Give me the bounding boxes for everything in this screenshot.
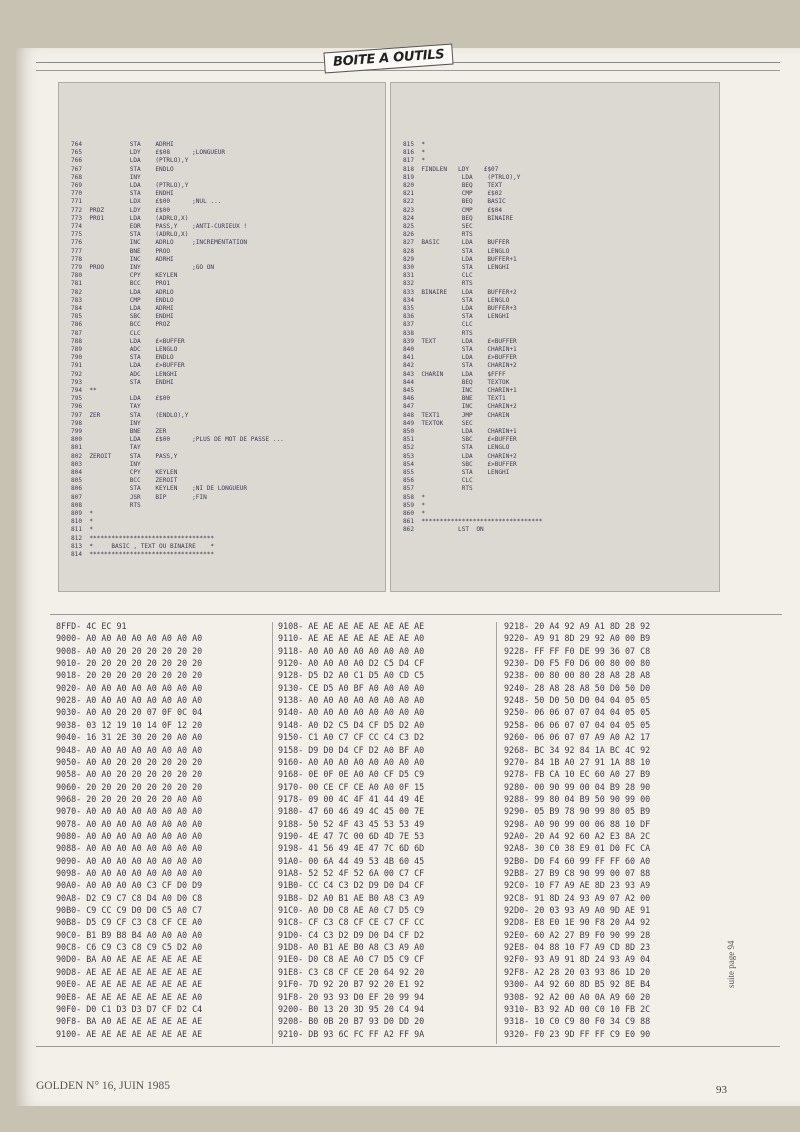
code-line: 808 RTS [71,501,141,509]
hex-row: 9188- 50 52 4F 43 45 53 53 49 [278,818,425,829]
code-line: 788 LDA £<BUFFER [71,337,185,345]
footer-rule [36,1046,780,1047]
hex-row: 9138- A0 A0 A0 A0 A0 A0 A0 A0 [278,695,425,706]
code-line: 803 INY [71,460,141,468]
code-line: 843 CHARIN LDA $FFFF [403,370,506,378]
hex-row: 92F8- A2 28 20 03 93 86 1D 20 [504,966,651,977]
hex-row: 9018- 20 20 20 20 20 20 20 20 [56,670,203,681]
hex-row: 91A0- 00 6A 44 49 53 4B 60 45 [278,855,425,866]
hex-row: 9130- CE D5 A0 BF A0 A0 A0 A0 [278,682,425,693]
hex-row: 91C0- A0 D0 C8 AE A0 C7 D5 C9 [278,905,425,916]
code-line: 778 INC ADRHI [71,255,174,263]
code-line: 840 STA CHARIN+1 [403,346,517,353]
code-line: 842 STA CHARIN+2 [403,362,517,370]
hex-row: 9080- A0 A0 A0 A0 A0 A0 A0 A0 [56,830,203,841]
hex-row: 90D0- BA A0 AE AE AE AE AE AE [56,954,203,965]
hex-row: 91B0- CC C4 C3 D2 D9 D0 D4 CF [278,880,425,891]
code-line: 799 BNE ZER [71,428,167,435]
hex-row: 91F8- 20 93 93 D0 EF 20 99 94 [278,991,425,1002]
code-line: 814 ********************************** [71,551,215,558]
code-line: 792 ADC LENGHI [71,370,178,378]
code-line: 817 * [403,157,426,165]
hex-row: 92E8- 04 88 10 F7 A9 CD 8D 23 [504,942,651,953]
hex-row: 90D8- AE AE AE AE AE AE AE AE [56,966,203,977]
hex-row: 9200- B0 13 20 3D 95 20 C4 94 [278,1003,425,1014]
code-line: 785 SBC ENDHI [71,313,174,321]
code-line: 821 CMP £$02 [403,190,503,198]
hex-row: 9050- A0 A0 20 20 20 20 20 20 [56,756,203,767]
hex-row: 9238- 00 80 00 80 28 A8 28 A8 [504,670,651,681]
code-line: 767 STA ENDLO [71,165,174,173]
code-line: 800 LDA £$00 ;PLUS DE MOT DE PASSE ... [71,436,284,444]
code-line: 834 STA LENGLO [403,296,510,304]
code-line: 820 BEQ TEXT [403,182,503,189]
code-line: 776 INC ADRLO ;INCREMENTATION [71,239,248,247]
code-line: 862 LST ON [403,526,484,534]
code-line: 860 * [403,510,426,517]
hex-row: 9240- 28 A8 28 A8 50 D0 50 D0 [504,682,651,693]
hex-row: 9118- A0 A0 A0 A0 A0 A0 A0 A0 [278,645,425,656]
hex-row: 9008- A0 A0 20 20 20 20 20 20 [56,645,203,656]
hex-row: 9100- AE AE AE AE AE AE AE AE [56,1028,203,1039]
hex-row: 9028- A0 A0 A0 A0 A0 A0 A0 A0 [56,695,203,706]
hex-row: 90A0- A0 A0 A0 A0 C3 CF D0 D9 [56,880,203,891]
hex-row: 9318- 10 C0 C9 80 F0 34 C9 88 [504,1016,651,1027]
hex-row: 9158- D9 D0 D4 CF D2 A0 BF A0 [278,744,425,755]
code-line: 775 STA (ADRLO,X) [71,231,189,239]
hex-row: 9128- D5 D2 A0 C1 D5 A0 CD C5 [278,670,425,681]
hex-row: 9190- 4E 47 7C 00 6D 4D 7E 53 [278,830,425,841]
hex-row: 9198- 41 56 49 4E 47 7C 6D 6D [278,843,425,854]
code-line: 769 LDA (PTRLO),Y [71,182,189,189]
code-line: 838 RTS [403,329,473,337]
hex-row: 9258- 06 06 07 07 04 04 05 05 [504,719,651,730]
code-line: 844 BEQ TEXTOK [403,378,510,386]
hex-row: 92C0- 10 F7 A9 AE 8D 23 93 A9 [504,880,651,891]
assembly-listing-left [58,82,386,592]
hex-row: 9048- A0 A0 A0 A0 A0 A0 A0 A0 [56,744,203,755]
hex-row: 92A8- 30 C0 38 E9 01 D0 FC CA [504,843,651,854]
hex-row: 9070- A0 A0 A0 A0 A0 A0 A0 A0 [56,806,203,817]
code-line: 833 BINAIRE LDA BUFFER+2 [403,288,517,296]
hex-row: 91D8- A0 B1 AE B0 A8 C3 A9 A0 [278,942,425,953]
code-line: 807 JSR BIP ;FIN [71,493,207,501]
code-line: 837 CLC [403,321,473,329]
assembly-listing-right [390,82,720,592]
code-line: 853 LDA CHARIN+2 [403,452,517,460]
section-title: BOITE A OUTILS [323,44,454,74]
hex-row: 92B8- 27 B9 C8 90 99 00 07 88 [504,868,651,878]
column-divider [496,622,497,1044]
code-line: 774 EOR PASS,Y ;ANTI-CURIEUX ! [71,223,248,230]
hex-row: 9220- A9 91 8D 29 92 A0 00 B9 [504,633,651,644]
hex-row: 90E8- AE AE AE AE AE AE AE A0 [56,991,203,1002]
header-rule-secondary [36,70,780,71]
hex-row: 9088- A0 A0 A0 A0 A0 A0 A0 A0 [56,843,203,854]
code-line: 828 STA LENGLO [403,247,510,255]
code-line: 798 INY [71,419,141,427]
code-line: 841 LDA £>BUFFER [403,354,517,362]
hex-row: 9000- A0 A0 A0 A0 A0 A0 A0 A0 [56,633,203,644]
code-line: 813 * BASIC , TEXT OU BINAIRE * [71,542,215,550]
code-line: 786 BCC PROZ [71,321,171,329]
code-line: 816 * [403,149,426,157]
code-line: 806 STA KEYLEN ;NI DE LONGUEUR [71,485,248,493]
hex-row: 9208- B0 0B 20 B7 93 D0 DD 20 [278,1016,425,1027]
hex-row: 90A8- D2 C9 C7 C8 D4 A0 D0 C8 [56,892,203,903]
code-line: 802 ZEROIT STA PASS,Y [71,452,178,460]
hex-row: 91F0- 7D 92 20 B7 92 20 E1 92 [278,979,425,990]
hex-row: 9078- A0 A0 A0 A0 A0 A0 A0 A0 [56,818,203,829]
code-line: 835 LDA BUFFER+3 [403,305,517,312]
code-line: 824 BEQ BINAIRE [403,214,514,222]
code-line: 823 CMP £$04 [403,206,503,214]
hex-row: 9140- A0 A0 A0 A0 A0 A0 A0 A0 [278,707,425,718]
hex-row: 9148- A0 D2 C5 D4 CF D5 D2 A0 [278,719,425,730]
code-line: 831 CLC [403,272,473,280]
hex-row: 90E0- AE AE AE AE AE AE AE AE [56,979,203,990]
hex-row: 92C8- 91 8D 24 93 A9 07 A2 00 [504,892,651,903]
hex-row: 9180- 47 60 46 49 4C 45 00 7E [278,806,425,817]
hex-row: 9150- C1 A0 C7 CF CC C4 C3 D2 [278,732,425,743]
hex-row: 9038- 03 12 19 10 14 0F 12 20 [56,719,203,730]
hex-row: 9218- 20 A4 92 A9 A1 8D 28 92 [504,621,651,631]
hex-row: 9300- A4 92 60 8D B5 92 8E B4 [504,979,651,990]
code-line: 855 STA LENGHI [403,469,510,476]
hex-row: 9178- 09 00 4C 4F 41 44 49 4E [278,793,425,804]
hex-row: 90F8- BA A0 AE AE AE AE AE AE [56,1016,203,1027]
hex-row: 9310- B3 92 AD 00 C0 10 FB 2C [504,1003,651,1014]
code-line: 791 LDA £>BUFFER [71,362,185,370]
code-line: 861 ********************************* [403,518,543,526]
hex-row: 9278- FB CA 10 EC 60 A0 27 B9 [504,769,651,780]
hex-row: 91B8- D2 A0 B1 AE B0 A8 C3 A9 [278,892,425,903]
code-line: 849 TEXTOK SEC [403,419,473,427]
hex-row: 9068- 20 20 20 20 20 20 A0 A0 [56,793,203,804]
code-line: 818 FINDLEN LDY £$07 [403,165,499,173]
hex-row: 92B0- D0 F4 60 99 FF FF 60 A0 [504,855,651,866]
hex-row: 9248- 50 D0 50 D0 04 04 05 05 [504,695,651,706]
hex-row: 9230- D0 F5 F0 D6 00 80 00 80 [504,658,651,669]
hex-row: 9098- A0 A0 A0 A0 A0 A0 A0 A0 [56,868,203,878]
hex-row: 9030- A0 A0 20 20 07 0F 0C 04 [56,707,203,718]
code-line: 787 CLC [71,329,141,337]
continued-note: suite page 94 [726,940,736,988]
hex-row: 9290- 05 B9 78 90 99 80 05 B9 [504,806,651,817]
code-line: 826 RTS [403,231,473,239]
code-line: 779 PROO INY ;GO ON [71,264,215,271]
hex-row: 92F0- 93 A9 91 8D 24 93 A9 04 [504,954,651,965]
code-line: 829 LDA BUFFER+1 [403,255,517,263]
hex-row: 9010- 20 20 20 20 20 20 20 20 [56,658,203,669]
code-line: 854 SBC £>BUFFER [403,460,517,468]
code-line: 793 STA ENDHI [71,378,174,386]
hex-row: 90B0- C9 CC C9 D0 D0 C5 A0 C7 [56,905,203,916]
hex-row: 92A0- 20 A4 92 60 A2 E3 8A 2C [504,830,651,841]
code-line: 794 ** [71,387,97,394]
code-line: 772 PROZ LDY £$00 [71,206,171,214]
code-line: 848 TEXT1 JMP CHARIN [403,411,510,419]
code-line: 825 SEC [403,223,473,230]
code-line: 812 ********************************** [71,534,215,542]
hex-row: 9170- 00 CE CF CE A0 A0 0F 15 [278,781,425,792]
hex-row: 9308- 92 A2 00 A0 0A A9 60 20 [504,991,651,1002]
code-line: 782 LDA ADRLO [71,288,174,296]
code-line: 783 CMP ENDLO [71,296,174,304]
hex-row: 9298- A0 90 99 00 06 88 10 DF [504,818,651,829]
code-line: 768 INY [71,173,141,181]
code-line: 845 INC CHARIN+1 [403,387,517,394]
hex-row: 90C0- B1 B9 B8 B4 A0 A0 A0 A0 [56,929,203,940]
code-line: 781 BCC PRO1 [71,280,171,288]
code-line: 819 LDA (PTRLO),Y [403,173,521,181]
hex-row: 8FFD- 4C EC 91 [56,621,127,631]
hex-row: 9250- 06 06 07 07 04 04 05 05 [504,707,651,718]
hex-row: 9110- AE AE AE AE AE AE AE A0 [278,633,425,644]
code-line: 797 ZER STA (ENDLO),Y [71,411,189,419]
hex-row: 9260- 06 06 07 07 A9 A0 A2 17 [504,732,651,743]
hex-row: 9270- 84 1B A0 27 91 1A 88 10 [504,756,651,767]
hex-row: 9120- A0 A0 A0 A0 D2 C5 D4 CF [278,658,425,669]
hex-row: 9210- DB 93 6C FC FF A2 FF 9A [278,1028,425,1039]
code-line: 827 BASIC LDA BUFFER [403,239,510,247]
hex-row: 91D0- C4 C3 D2 D9 D0 D4 CF D2 [278,929,425,940]
code-line: 851 SBC £<BUFFER [403,436,517,444]
footer-issue: GOLDEN N° 16, JUIN 1985 [36,1080,170,1092]
page-number: 93 [716,1084,727,1096]
code-line: 815 * [403,141,426,148]
hex-row: 92D0- 20 03 93 A9 A0 9D AE 91 [504,905,651,916]
hex-row: 9108- AE AE AE AE AE AE AE AE [278,621,425,631]
code-line: 852 STA LENGLO [403,444,510,452]
code-line: 773 PRO1 LDA (ADRLO,X) [71,214,189,222]
code-line: 795 LDA £$00 [71,395,171,403]
hex-row: 9228- FF FF F0 DE 99 36 07 C8 [504,645,651,656]
hex-row: 9268- BC 34 92 84 1A BC 4C 92 [504,744,651,755]
code-line: 811 * [71,526,94,534]
hex-row: 91E0- D0 C8 AE A0 C7 D5 C9 CF [278,954,425,965]
code-line: 784 LDA ADRHI [71,305,174,312]
hex-row: 9280- 00 90 99 00 04 B9 28 90 [504,781,651,792]
code-line: 770 STA ENDHI [71,190,174,198]
hex-row: 9288- 99 80 04 B9 50 90 99 00 [504,793,651,804]
hex-row: 90F0- D0 C1 D3 D3 D7 CF D2 C4 [56,1003,203,1014]
hex-row: 91C8- CF C3 C8 CF CE C7 CF CC [278,917,425,928]
code-line: 766 LDA (PTRLO),Y [71,157,189,165]
hex-row: 9160- A0 A0 A0 A0 A0 A0 A0 A0 [278,756,425,767]
code-line: 832 RTS [403,280,473,288]
code-line: 810 * [71,518,94,526]
code-line: 830 STA LENGHI [403,264,510,271]
code-line: 801 TAY [71,444,141,452]
hex-row: 9020- A0 A0 A0 A0 A0 A0 A0 A0 [56,682,203,693]
code-line: 846 BNE TEXT1 [403,395,506,403]
hex-row: 91E8- C3 C8 CF CE 20 64 92 20 [278,966,425,977]
code-line: 858 * [403,493,426,501]
hex-row: 92E0- 60 A2 27 B9 F0 90 99 28 [504,929,651,940]
hex-row: 9058- A0 A0 20 20 20 20 20 20 [56,769,203,780]
code-line: 796 TAY [71,403,141,411]
dump-top-rule [50,614,782,615]
hex-row: 90C8- C6 C9 C3 C8 C9 C5 D2 A0 [56,942,203,953]
hex-row: 9040- 16 31 2E 30 20 20 A0 A0 [56,732,203,743]
hex-row: 90B8- D5 C9 CF C3 C8 CF CE A0 [56,917,203,928]
hex-row: 9060- 20 20 20 20 20 20 20 20 [56,781,203,792]
code-line: 765 LDY £$08 ;LONGUEUR [71,149,226,157]
code-line: 777 BNE PROO [71,247,171,255]
hex-row: 91A8- 52 52 4F 52 6A 00 C7 CF [278,868,425,878]
hex-row: 9090- A0 A0 A0 A0 A0 A0 A0 A0 [56,855,203,866]
hex-row: 92D8- E8 E0 1E 90 F8 20 A4 92 [504,917,651,928]
code-line: 805 BCC ZEROIT [71,477,178,485]
code-line: 857 RTS [403,485,473,493]
code-line: 850 LDA CHARIN+1 [403,428,517,435]
column-divider [272,622,273,1044]
code-line: 836 STA LENGHI [403,313,510,321]
code-line: 847 INC CHARIN+2 [403,403,517,411]
code-line: 771 LDX £$00 ;NUL ... [71,198,222,206]
code-line: 790 STA ENDLO [71,354,174,362]
code-line: 822 BEQ BASIC [403,198,506,206]
code-line: 859 * [403,501,426,509]
code-line: 839 TEXT LDA £<BUFFER [403,337,517,345]
hex-row: 9320- F0 23 9D FF FF C9 E0 90 [504,1028,651,1039]
code-line: 804 CPY KEYLEN [71,469,178,476]
code-line: 764 STA ADRHI [71,141,174,148]
code-line: 809 * [71,510,94,517]
code-line: 856 CLC [403,477,473,485]
code-line: 780 CPY KEYLEN [71,272,178,280]
code-line: 789 ADC LENGLO [71,346,178,353]
hex-row: 9168- 0E 0F 0E A0 A0 CF D5 C9 [278,769,425,780]
